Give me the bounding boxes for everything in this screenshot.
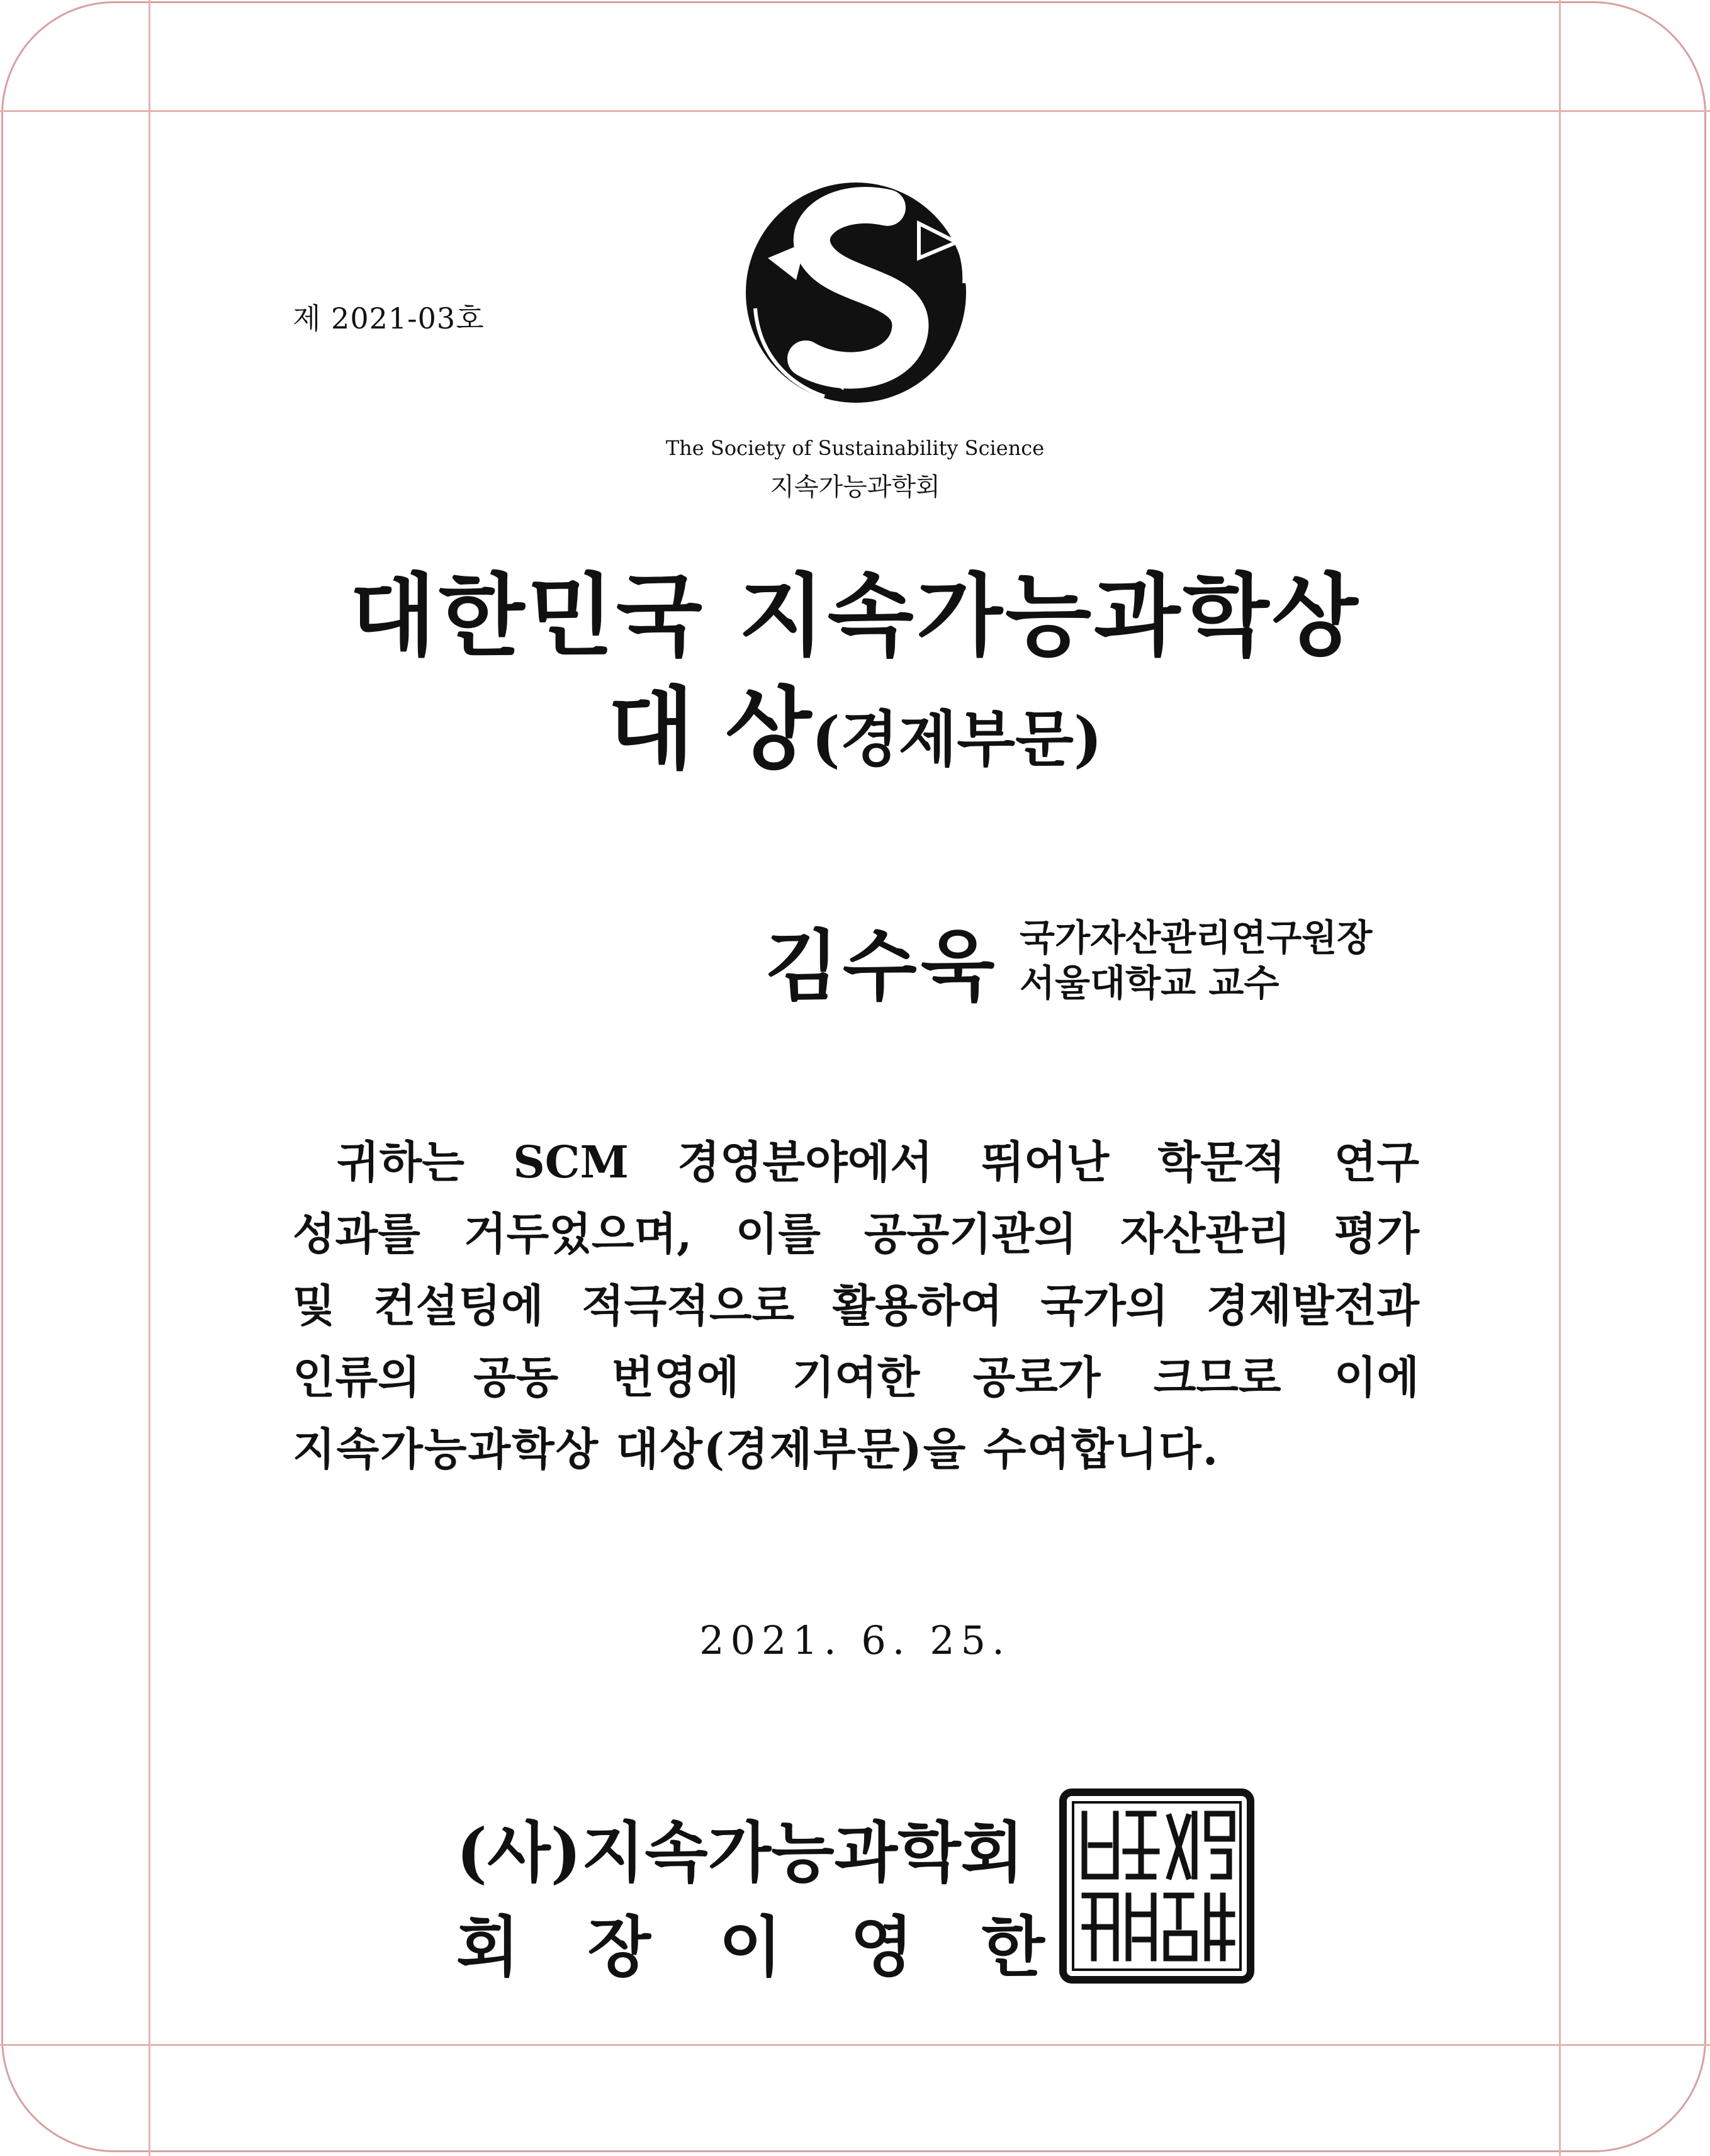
recipient-position-2: 서울대학교 교수	[1020, 962, 1280, 1004]
citation-line: 인류의 공동 번영에 기여한 공로가 크므로 이에	[293, 1351, 1419, 1403]
citation-body	[293, 1126, 1419, 1485]
guide-line-bottom	[0, 2044, 1710, 2046]
society-logo-icon	[730, 164, 982, 415]
recipient-name: 김수욱	[765, 921, 999, 1011]
citation-line: 성과를 거두었으며, 이를 공공기관의 자산관리 평가	[293, 1208, 1419, 1260]
certificate-number: 제 2021-03호	[293, 301, 485, 335]
president-char: 회	[456, 1908, 520, 1985]
guide-line-right	[1559, 0, 1561, 2156]
president-signature-line	[456, 1894, 1045, 1989]
issuer-organization: (사)지속가능과학회	[456, 1814, 1025, 1891]
guide-line-top	[0, 110, 1710, 112]
award-category: (경제부문)	[811, 704, 1103, 775]
award-grade	[0, 658, 1710, 786]
official-seal-icon	[1059, 1788, 1254, 1984]
citation-line: 지속가능과학상 대상(경제부문)을 수여합니다.	[293, 1423, 1220, 1475]
guide-line-left	[149, 0, 150, 2156]
president-char: 이	[719, 1908, 782, 1985]
society-name-korean: 지속가능과학회	[770, 473, 940, 502]
citation-line: 및 컨설팅에 적극적으로 활용하여 국가의 경제발전과	[293, 1279, 1419, 1332]
award-title: 대한민국 지속가능과학상	[349, 564, 1361, 668]
president-char: 영	[850, 1908, 914, 1985]
recipient-position-1: 국가자산관리연구원장	[1020, 916, 1373, 959]
award-grade-main: 대 상	[607, 677, 812, 782]
president-char: 한	[981, 1908, 1045, 1985]
citation-line: 귀하는 SCM 경영분야에서 뛰어난 학문적 연구	[337, 1136, 1419, 1188]
award-date: 2021. 6. 25.	[699, 1617, 1011, 1663]
society-name-english: The Society of Sustainability Science	[665, 436, 1045, 460]
president-char: 장	[587, 1908, 651, 1985]
